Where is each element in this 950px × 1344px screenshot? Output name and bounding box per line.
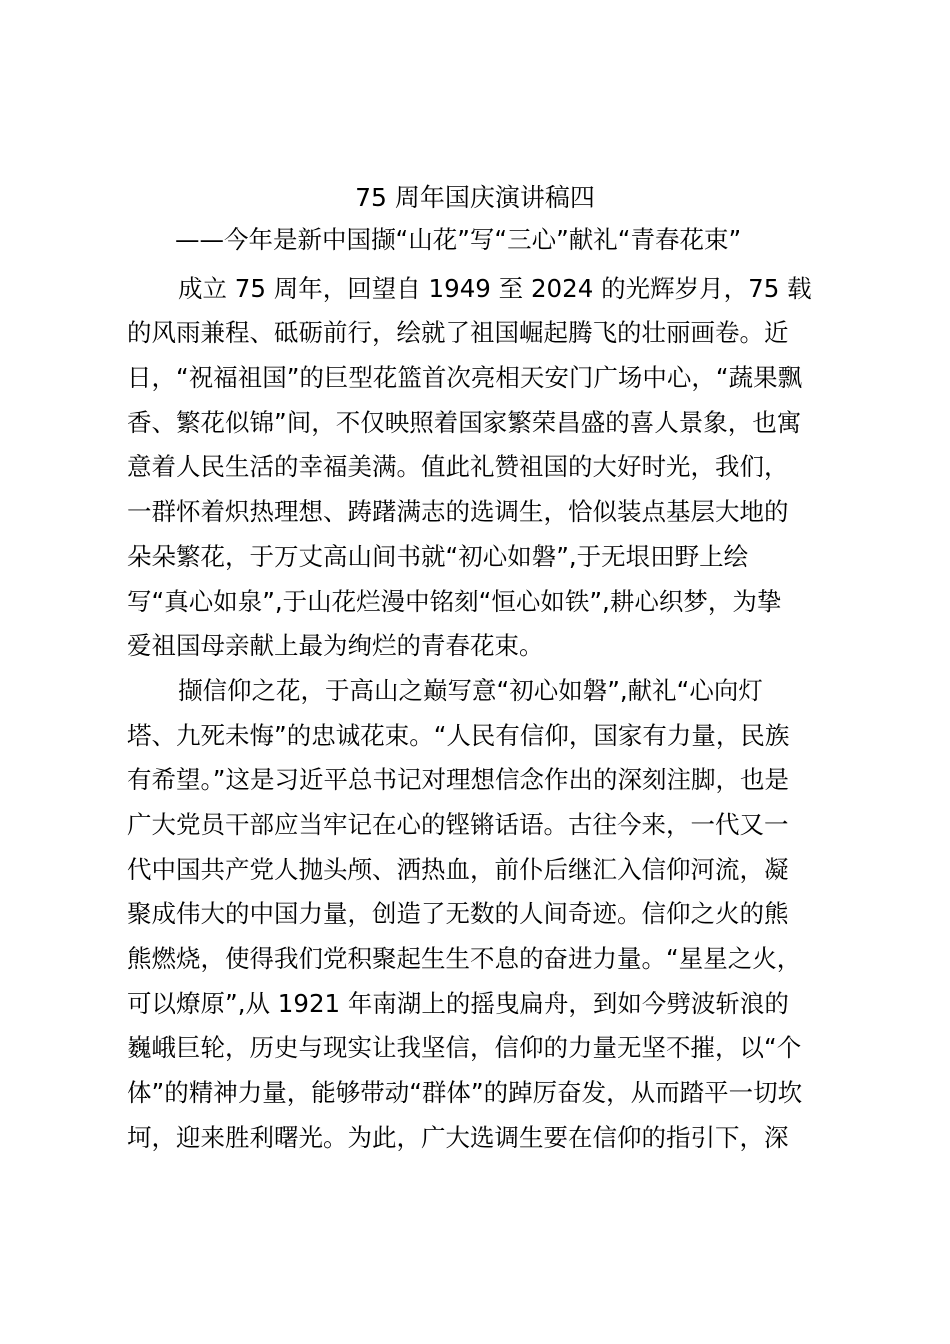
- paragraph-line: 撷信仰之花，于高山之巅写意“初心如磐”,献礼“心向灯: [178, 676, 763, 705]
- subtitle-line: ——今年是新中国撷“山花”写“三心”献礼“青春花束”: [175, 225, 742, 254]
- paragraph-line: 巍峨巨轮，历史与现实让我坚信，信仰的力量无坚不摧，以“个: [127, 1033, 802, 1062]
- paragraph-line: 香、繁花似锦”间，不仅映照着国家繁荣昌盛的喜人景象，也寓: [127, 408, 802, 437]
- paragraph-line: 有希望。”这是习近平总书记对理想信念作出的深刻注脚，也是: [127, 765, 789, 794]
- paragraph-line: 体”的精神力量，能够带动“群体”的踔厉奋发，从而踏平一切坎: [127, 1078, 803, 1107]
- paragraph-line: 坷，迎来胜利曙光。为此，广大选调生要在信仰的指引下，深: [127, 1123, 789, 1152]
- paragraph-line: 意着人民生活的幸福美满。值此礼赞祖国的大好时光，我们，: [127, 452, 789, 481]
- paragraph-line: 成立 75 周年，回望自 1949 至 2024 的光辉岁月，75 载: [178, 274, 812, 303]
- document-title: 75 周年国庆演讲稿四: [355, 183, 595, 212]
- paragraph-line: 可以燎原”,从 1921 年南湖上的摇曳扁舟，到如今劈波斩浪的: [127, 989, 789, 1018]
- paragraph-line: 代中国共产党人抛头颅、洒热血，前仆后继汇入信仰河流，凝: [127, 855, 789, 884]
- paragraph-line: 的风雨兼程、砥砺前行，绘就了祖国崛起腾飞的壮丽画卷。近: [127, 318, 789, 347]
- paragraph-line: 塔、九死未悔”的忠诚花束。“人民有信仰，国家有力量，民族: [127, 721, 790, 750]
- paragraph-line: 聚成伟大的中国力量，创造了无数的人间奇迹。信仰之火的熊: [127, 899, 789, 928]
- paragraph-line: 写“真心如泉”,于山花烂漫中铭刻“恒心如铁”,耕心织梦，为挚: [127, 587, 782, 616]
- paragraph-line: 爱祖国母亲献上最为绚烂的青春花束。: [127, 631, 544, 660]
- paragraph-line: 广大党员干部应当牢记在心的铿锵话语。古往今来，一代又一: [127, 810, 789, 839]
- paragraph-line: 朵朵繁花，于万丈高山间书就“初心如磐”,于无垠田野上绘: [127, 542, 749, 571]
- paragraph-line: 一群怀着炽热理想、踌躇满志的选调生，恰似装点基层大地的: [127, 497, 789, 526]
- paragraph-line: 熊燃烧，使得我们党积聚起生生不息的奋进力量。“星星之火，: [127, 944, 802, 973]
- paragraph-line: 日，“祝福祖国”的巨型花篮首次亮相天安门广场中心，“蔬果飘: [127, 363, 803, 392]
